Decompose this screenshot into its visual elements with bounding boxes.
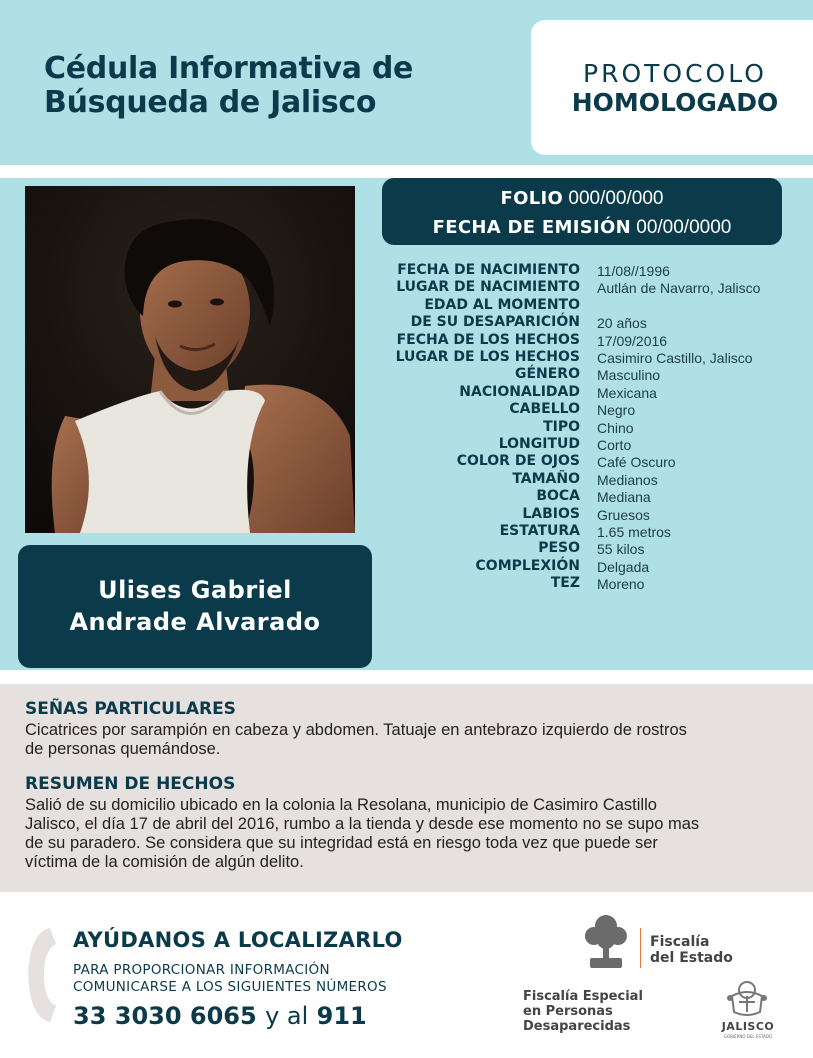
- detail-label: NACIONALIDAD: [459, 383, 580, 400]
- detail-value: Gruesos: [597, 506, 650, 523]
- detail-row: [340, 314, 810, 332]
- phone-number-2[interactable]: 911: [316, 1002, 367, 1030]
- detail-value: Mexicana: [597, 384, 657, 401]
- fiscalia-separator: [640, 928, 641, 968]
- senas-line-1: Cicatrices por sarampión en cabeza y abdomen. Tatuaje en antebrazo izquierdo de rostros: [25, 721, 687, 739]
- resumen-title: RESUMEN DE HECHOS: [25, 774, 236, 794]
- detail-label: COMPLEXIÓN: [475, 557, 580, 574]
- resumen-line-2: Jalisco, el día 17 de abril del 2016, rumbo a la tienda y desde ese momento no se supo mas: [25, 815, 700, 833]
- protocol-line-1: PROTOCOLO: [583, 59, 767, 88]
- detail-row: [340, 523, 810, 541]
- detail-row: [340, 506, 810, 524]
- help-line-2: COMUNICARSE A LOS SIGUIENTES NÚMEROS: [73, 979, 387, 995]
- detail-row: [340, 540, 810, 558]
- detail-label: TIPO: [543, 418, 580, 435]
- detail-row: [340, 401, 810, 419]
- detail-row: [340, 332, 810, 350]
- senas-text: [25, 721, 790, 759]
- detail-label: LABIOS: [522, 505, 580, 522]
- detail-label: ESTATURA: [499, 523, 580, 539]
- person-photo: [25, 186, 355, 533]
- detail-value: Masculino: [597, 367, 661, 384]
- detail-value: Mediana: [597, 489, 651, 506]
- phone-number-1[interactable]: 33 3030 6065: [73, 1002, 257, 1030]
- detail-value: Moreno: [597, 576, 645, 593]
- detail-row: [340, 488, 810, 506]
- detail-value: 1.65 metros: [597, 524, 671, 540]
- senas-title: SEÑAS PARTICULARES: [25, 699, 236, 719]
- detail-row: [340, 453, 810, 471]
- issue-date-row: [382, 217, 782, 239]
- detail-row: [340, 349, 810, 367]
- title-line-1: Cédula Informativa de: [44, 51, 414, 86]
- folio-label: FOLIO: [500, 188, 564, 209]
- detail-row: [340, 436, 810, 454]
- detail-value: Corto: [597, 437, 632, 453]
- fiscalia-line-2: del Estado: [650, 950, 733, 966]
- detail-value: 17/09/2016: [597, 332, 668, 349]
- help-title: AYÚDANOS A LOCALIZARLO: [73, 928, 403, 952]
- gobierno-wordmark: GOBIERNO DEL ESTADO: [723, 1034, 773, 1039]
- person-last-names: Andrade Alvarado: [69, 608, 321, 636]
- detail-value: Autlán de Navarro, Jalisco: [597, 280, 761, 297]
- detail-label: FECHA DE LOS HECHOS: [396, 331, 580, 348]
- footer: [0, 892, 813, 1058]
- person-name-box: [18, 545, 372, 668]
- person-photo-illustration: [25, 186, 355, 533]
- special-prosecutor-name: [523, 989, 643, 1034]
- phone-handset-icon: [24, 926, 62, 1024]
- detail-row: [340, 419, 810, 437]
- detail-label: LONGITUD: [498, 436, 580, 452]
- tree-emblem-icon: [584, 912, 628, 970]
- detail-label: FECHA DE NACIMIENTO: [397, 262, 580, 278]
- detail-value: 20 años: [597, 315, 647, 332]
- folio-box: [382, 178, 782, 245]
- header-band: [0, 0, 813, 165]
- detail-label: DE SU DESAPARICIÓN: [410, 314, 580, 331]
- folio-value: 000/00/000: [568, 188, 664, 209]
- detail-value: Delgada: [597, 558, 650, 575]
- senas-line-2: de personas quemándose.: [25, 740, 221, 758]
- special-line-1: Fiscalía Especial: [523, 989, 643, 1004]
- help-line-1: PARA PROPORCIONAR INFORMACIÓN: [73, 962, 330, 978]
- issue-date-value: 00/00/0000: [636, 217, 732, 238]
- detail-value: 11/08//1996: [597, 263, 670, 279]
- resumen-line-3: de su paradero. Se considera que su integridad está en riesgo toda vez que puede ser: [25, 834, 658, 852]
- detail-value: 55 kilos: [597, 541, 645, 558]
- special-line-2: en Personas: [523, 1004, 613, 1019]
- detail-label: BOCA: [536, 488, 580, 505]
- jalisco-wordmark: JALISCO: [721, 1020, 775, 1033]
- detail-value: Casimiro Castillo, Jalisco: [597, 350, 753, 366]
- detail-value: Café Oscuro: [597, 454, 676, 471]
- title-line-2: Búsqueda de Jalisco: [44, 85, 377, 120]
- folio-row: [382, 188, 782, 210]
- special-line-3: Desaparecidas: [523, 1019, 631, 1034]
- detail-label: CABELLO: [509, 401, 580, 418]
- detail-row: [340, 297, 810, 315]
- detail-label: COLOR DE OJOS: [456, 453, 580, 470]
- fiscalia-line-1: Fiscalía: [650, 934, 710, 950]
- phone-numbers: [73, 1002, 367, 1030]
- detail-label: TAMAÑO: [512, 470, 580, 487]
- detail-row: [340, 575, 810, 593]
- detail-label: GÉNERO: [514, 366, 580, 383]
- detail-row: [340, 384, 810, 402]
- detail-value: Chino: [597, 419, 634, 436]
- detail-label: LUGAR DE LOS HECHOS: [395, 349, 580, 365]
- person-first-names: Ulises Gabriel: [98, 576, 292, 604]
- detail-row: [340, 366, 810, 384]
- resumen-text: [25, 796, 790, 872]
- protocol-badge: [531, 20, 813, 155]
- resumen-line-4: víctima de la comisión de algún delito.: [25, 853, 304, 871]
- detail-row: [340, 262, 810, 280]
- resumen-line-1: Salió de su domicilio ubicado en la colonia la Resolana, municipio de Casimiro Castillo: [25, 796, 657, 814]
- description-section: [0, 684, 813, 892]
- detail-label: EDAD AL MOMENTO: [424, 296, 580, 313]
- state-crest-icon: [712, 978, 782, 1018]
- protocol-line-2: HOMOLOGADO: [571, 88, 779, 117]
- phone-joiner: y al: [265, 1002, 309, 1030]
- detail-label: LUGAR DE NACIMIENTO: [396, 279, 580, 296]
- detail-value: Medianos: [597, 471, 658, 488]
- detail-label: PESO: [538, 540, 580, 557]
- fiscalia-name: [650, 934, 733, 966]
- issue-date-label: FECHA DE EMISIÓN: [432, 217, 631, 238]
- detail-row: [340, 558, 810, 576]
- detail-row: [340, 471, 810, 489]
- page-title: [44, 52, 514, 120]
- detail-value: Negro: [597, 402, 636, 419]
- detail-label: TEZ: [550, 575, 580, 592]
- detail-row: [340, 279, 810, 297]
